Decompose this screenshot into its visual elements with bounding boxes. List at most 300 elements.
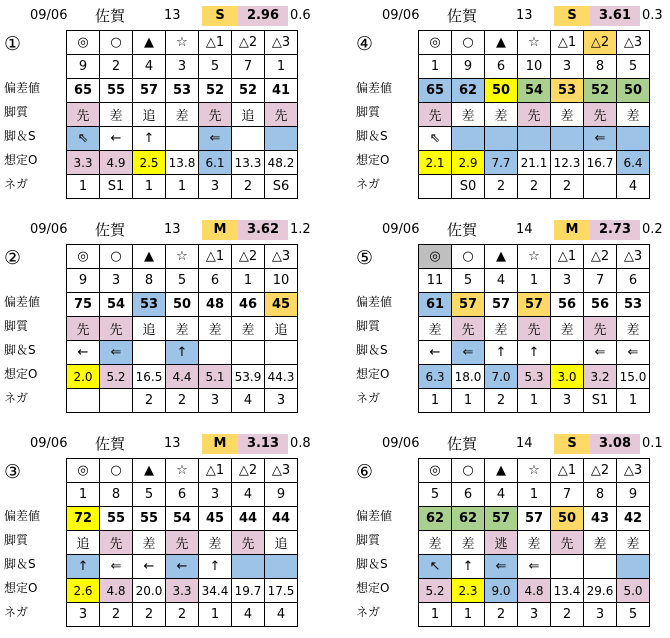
table-cell: ← xyxy=(133,555,166,579)
table-cell: 5 xyxy=(617,603,650,627)
table-cell: 2 xyxy=(166,603,199,627)
table-cell: 差 xyxy=(551,103,584,127)
table-cell: 3.3 xyxy=(166,579,199,603)
table-cell: ⇐ xyxy=(485,555,518,579)
race-panel xyxy=(356,430,668,636)
entry-count: 14 xyxy=(516,222,533,237)
table-row xyxy=(67,127,298,151)
table-cell xyxy=(199,341,232,365)
table-cell: 追 xyxy=(67,531,100,555)
row-label xyxy=(4,242,64,266)
table-cell: 差 xyxy=(485,103,518,127)
table-cell: 3 xyxy=(518,603,551,627)
odds-value: 3.61 xyxy=(590,6,640,26)
table-cell: 52 xyxy=(232,79,265,103)
table-row xyxy=(419,341,650,365)
table-cell: 差 xyxy=(199,317,232,341)
table-cell: ▲ xyxy=(485,459,518,483)
table-cell: ↖ xyxy=(419,555,452,579)
table-cell: 57 xyxy=(518,293,551,317)
table-cell: △3 xyxy=(617,31,650,55)
table-cell: 先 xyxy=(518,317,551,341)
table-cell: 4 xyxy=(133,55,166,79)
table-cell: 1 xyxy=(518,483,551,507)
row-label xyxy=(4,266,64,290)
table-cell: 53 xyxy=(133,293,166,317)
row-label: 想定O xyxy=(356,581,390,595)
row-label: 脚質 xyxy=(356,105,381,119)
table-cell: 18.0 xyxy=(452,365,485,389)
table-cell: 5.3 xyxy=(518,365,551,389)
table-cell: ○ xyxy=(100,31,133,55)
row-label: 脚質 xyxy=(4,319,29,333)
table-cell: 5.2 xyxy=(419,579,452,603)
table-row xyxy=(419,245,650,269)
table-cell: ▲ xyxy=(485,31,518,55)
table-cell: S1 xyxy=(584,389,617,413)
table-cell: 1 xyxy=(166,175,199,199)
table-cell: 2 xyxy=(485,389,518,413)
table-cell: 57 xyxy=(485,293,518,317)
table-cell: ☆ xyxy=(166,31,199,55)
race-panel xyxy=(356,2,668,208)
table-cell: △1 xyxy=(551,245,584,269)
table-cell: ↑ xyxy=(133,127,166,151)
race-date: 09/06 xyxy=(382,222,420,237)
table-cell: 2 xyxy=(166,389,199,413)
table-cell: △2 xyxy=(584,459,617,483)
table-cell xyxy=(584,175,617,199)
table-cell: 差 xyxy=(551,317,584,341)
table-cell: 3 xyxy=(551,269,584,293)
table-cell: 5 xyxy=(452,269,485,293)
table-cell: 5 xyxy=(617,55,650,79)
table-cell: ☆ xyxy=(518,31,551,55)
table-cell: ◎ xyxy=(419,245,452,269)
row-label: 脚＆S xyxy=(356,129,388,143)
table-cell: 9 xyxy=(67,269,100,293)
table-cell: 62 xyxy=(452,79,485,103)
row-label xyxy=(356,242,416,266)
table-cell: ◎ xyxy=(67,459,100,483)
table-cell: 75 xyxy=(67,293,100,317)
table-cell: 差 xyxy=(452,531,485,555)
table-cell: 57 xyxy=(452,293,485,317)
table-cell: ▲ xyxy=(133,459,166,483)
row-label: 脚＆S xyxy=(4,557,36,571)
table-row xyxy=(419,389,650,413)
table-cell: 52 xyxy=(584,79,617,103)
table-cell: 13.3 xyxy=(232,151,265,175)
table-cell: 差 xyxy=(518,531,551,555)
table-row xyxy=(419,483,650,507)
table-cell: 44 xyxy=(232,507,265,531)
table-cell: 4 xyxy=(485,483,518,507)
table-cell: 先 xyxy=(67,103,100,127)
table-row xyxy=(67,245,298,269)
table-cell: ☆ xyxy=(166,459,199,483)
table-cell xyxy=(617,127,650,151)
table-cell xyxy=(485,127,518,151)
row-label: 偏差値 xyxy=(356,295,393,309)
table-cell: 1 xyxy=(232,269,265,293)
table-cell xyxy=(584,555,617,579)
table-cell: 5.2 xyxy=(100,365,133,389)
table-cell: 2 xyxy=(133,389,166,413)
table-cell: 6 xyxy=(485,55,518,79)
race-date: 09/06 xyxy=(382,436,420,451)
table-cell: 2 xyxy=(518,175,551,199)
table-cell: 7 xyxy=(232,55,265,79)
table-cell: 7 xyxy=(551,483,584,507)
table-cell: ☆ xyxy=(518,245,551,269)
venue-name: 佐賀 xyxy=(447,7,478,25)
table-cell: 54 xyxy=(166,507,199,531)
table-cell: 2.6 xyxy=(67,579,100,603)
table-cell: ⇐ xyxy=(584,127,617,151)
table-row xyxy=(67,459,298,483)
table-cell: 7.0 xyxy=(485,365,518,389)
table-cell: 65 xyxy=(67,79,100,103)
table-cell: 先 xyxy=(584,317,617,341)
table-cell xyxy=(166,127,199,151)
table-cell: 34.4 xyxy=(199,579,232,603)
table-cell: 差 xyxy=(584,531,617,555)
row-label: ネガ xyxy=(4,391,29,405)
table-cell: 8 xyxy=(133,269,166,293)
table-cell: 44 xyxy=(265,507,298,531)
table-row xyxy=(67,531,298,555)
table-cell: 9 xyxy=(265,483,298,507)
table-cell: 差 xyxy=(100,103,133,127)
entry-count: 14 xyxy=(516,436,533,451)
table-cell: ⇐ xyxy=(100,341,133,365)
table-cell: ↑ xyxy=(518,341,551,365)
table-cell xyxy=(617,555,650,579)
table-cell: 53 xyxy=(617,293,650,317)
table-cell: 4.9 xyxy=(100,151,133,175)
table-cell: ◎ xyxy=(419,31,452,55)
table-cell: S0 xyxy=(452,175,485,199)
table-cell: 先 xyxy=(232,531,265,555)
race-number: ⑤ xyxy=(356,247,374,269)
row-label xyxy=(356,456,416,480)
table-cell: 3 xyxy=(199,175,232,199)
table-cell: ◎ xyxy=(67,245,100,269)
row-label: 想定O xyxy=(356,153,390,167)
race-date: 09/06 xyxy=(30,436,68,451)
table-row xyxy=(67,293,298,317)
table-cell xyxy=(232,555,265,579)
table-cell: 3 xyxy=(100,269,133,293)
table-cell: 4 xyxy=(265,603,298,627)
table-cell: △3 xyxy=(265,31,298,55)
table-cell: 4.8 xyxy=(100,579,133,603)
table-cell: 9 xyxy=(617,483,650,507)
odds-value: 2.73 xyxy=(590,220,640,240)
table-cell: △1 xyxy=(551,31,584,55)
row-label: 脚＆S xyxy=(356,557,388,571)
index-value: 0.3 xyxy=(642,8,663,23)
table-cell: 10 xyxy=(265,269,298,293)
row-label: 想定O xyxy=(4,367,38,381)
table-cell: 13.4 xyxy=(551,579,584,603)
grade-badge: M xyxy=(554,220,590,240)
table-cell: 逃 xyxy=(485,531,518,555)
table-cell: 3.2 xyxy=(584,365,617,389)
table-cell: 追 xyxy=(265,317,298,341)
table-cell: ⇐ xyxy=(617,341,650,365)
row-label: 想定O xyxy=(356,367,390,381)
table-cell: 4 xyxy=(485,269,518,293)
entry-count: 13 xyxy=(164,8,181,23)
row-label: ネガ xyxy=(356,391,381,405)
table-cell: S6 xyxy=(265,175,298,199)
table-cell: ○ xyxy=(452,31,485,55)
table-cell: 42 xyxy=(617,507,650,531)
table-cell xyxy=(452,127,485,151)
table-cell: 2 xyxy=(551,603,584,627)
table-cell: △3 xyxy=(617,245,650,269)
table-cell: 57 xyxy=(133,79,166,103)
row-label: 偏差値 xyxy=(4,295,41,309)
table-row xyxy=(419,31,650,55)
race-header xyxy=(356,216,668,242)
row-label xyxy=(356,28,416,52)
table-row xyxy=(419,175,650,199)
table-cell: ↑ xyxy=(67,555,100,579)
table-row xyxy=(67,507,298,531)
prediction-grid xyxy=(66,458,298,627)
table-cell: 50 xyxy=(485,79,518,103)
table-cell: 56 xyxy=(584,293,617,317)
table-cell: 7 xyxy=(584,269,617,293)
venue-name: 佐賀 xyxy=(95,221,126,239)
race-header xyxy=(4,2,316,28)
table-cell: 1 xyxy=(199,603,232,627)
table-cell: 差 xyxy=(166,317,199,341)
table-row xyxy=(67,175,298,199)
table-cell: 53 xyxy=(551,79,584,103)
table-cell: ▲ xyxy=(133,31,166,55)
table-row xyxy=(67,55,298,79)
table-row xyxy=(67,103,298,127)
row-labels xyxy=(356,28,416,196)
table-cell: 1 xyxy=(67,483,100,507)
table-cell: △1 xyxy=(199,245,232,269)
row-labels xyxy=(356,242,416,410)
table-cell: ⇐ xyxy=(100,555,133,579)
table-cell: 12.3 xyxy=(551,151,584,175)
table-cell: 追 xyxy=(133,103,166,127)
index-value: 0.2 xyxy=(642,222,663,237)
prediction-grid xyxy=(66,30,298,199)
table-cell: 5 xyxy=(199,55,232,79)
table-cell: ○ xyxy=(100,459,133,483)
race-number: ① xyxy=(4,33,22,55)
row-label xyxy=(4,52,64,76)
table-cell: 先 xyxy=(100,531,133,555)
row-label: 脚＆S xyxy=(4,343,36,357)
table-cell: 1 xyxy=(452,389,485,413)
table-cell: 50 xyxy=(166,293,199,317)
table-cell: ○ xyxy=(100,245,133,269)
table-cell: 1 xyxy=(452,603,485,627)
table-cell: 9 xyxy=(452,55,485,79)
race-panel xyxy=(4,430,316,636)
table-row xyxy=(67,31,298,55)
race-number: ② xyxy=(4,247,22,269)
race-panel xyxy=(4,216,316,422)
table-cell: ☆ xyxy=(166,245,199,269)
table-cell: ← xyxy=(419,341,452,365)
table-cell: 17.5 xyxy=(265,579,298,603)
table-cell: 先 xyxy=(584,103,617,127)
table-cell: 2 xyxy=(485,175,518,199)
row-label: ネガ xyxy=(356,605,381,619)
table-cell: 55 xyxy=(100,507,133,531)
table-row xyxy=(67,365,298,389)
table-cell: 1 xyxy=(133,175,166,199)
table-cell: 10 xyxy=(518,55,551,79)
odds-value: 2.96 xyxy=(238,6,288,26)
table-cell: 6.4 xyxy=(617,151,650,175)
table-cell: 4.8 xyxy=(518,579,551,603)
table-cell xyxy=(551,341,584,365)
row-label: 偏差値 xyxy=(4,509,41,523)
table-cell: 1 xyxy=(518,269,551,293)
table-cell: 9 xyxy=(67,55,100,79)
table-row xyxy=(419,127,650,151)
table-cell: 5 xyxy=(419,483,452,507)
venue-name: 佐賀 xyxy=(447,435,478,453)
table-cell: 1 xyxy=(419,603,452,627)
table-cell: 1 xyxy=(617,389,650,413)
table-cell: ▲ xyxy=(485,245,518,269)
table-row xyxy=(67,579,298,603)
table-row xyxy=(419,269,650,293)
table-row xyxy=(67,389,298,413)
table-cell: 先 xyxy=(166,531,199,555)
table-cell: 差 xyxy=(166,103,199,127)
table-cell: ⇐ xyxy=(518,555,551,579)
table-cell: 6 xyxy=(617,269,650,293)
table-cell: 追 xyxy=(265,531,298,555)
table-cell: 62 xyxy=(452,507,485,531)
row-labels xyxy=(4,28,64,196)
table-cell: 差 xyxy=(617,317,650,341)
table-cell: ↑ xyxy=(452,555,485,579)
prediction-grid xyxy=(418,458,650,627)
table-cell: 3 xyxy=(67,603,100,627)
table-cell: 3 xyxy=(166,55,199,79)
table-row xyxy=(419,459,650,483)
table-cell: 9.0 xyxy=(485,579,518,603)
table-cell: 2 xyxy=(100,603,133,627)
table-cell: ◎ xyxy=(67,31,100,55)
table-cell: 6.1 xyxy=(199,151,232,175)
table-row xyxy=(419,293,650,317)
table-cell: 3 xyxy=(551,55,584,79)
prediction-grid xyxy=(418,244,650,413)
table-cell: 6 xyxy=(452,483,485,507)
table-cell: 先 xyxy=(551,531,584,555)
table-cell: 2 xyxy=(133,603,166,627)
row-labels xyxy=(4,456,64,624)
table-row xyxy=(67,341,298,365)
table-cell: ← xyxy=(67,341,100,365)
race-number: ③ xyxy=(4,461,22,483)
table-cell: 2 xyxy=(551,175,584,199)
table-cell: ↑ xyxy=(166,341,199,365)
table-cell: 4.4 xyxy=(166,365,199,389)
table-cell: △2 xyxy=(232,245,265,269)
race-number: ⑥ xyxy=(356,461,374,483)
race-header xyxy=(4,430,316,456)
odds-value: 3.13 xyxy=(238,434,288,454)
table-cell: △1 xyxy=(199,31,232,55)
table-cell: 53 xyxy=(166,79,199,103)
table-row xyxy=(419,79,650,103)
table-row xyxy=(67,269,298,293)
table-row xyxy=(419,603,650,627)
grade-badge: S xyxy=(554,6,590,26)
index-value: 0.6 xyxy=(290,8,311,23)
race-header xyxy=(356,430,668,456)
table-cell: 13.8 xyxy=(166,151,199,175)
table-cell: 6 xyxy=(166,483,199,507)
row-label: 脚質 xyxy=(4,105,29,119)
grade-badge: S xyxy=(202,6,238,26)
row-labels xyxy=(4,242,64,410)
table-row xyxy=(67,151,298,175)
table-cell: 差 xyxy=(485,317,518,341)
race-header xyxy=(356,2,668,28)
table-cell: 1 xyxy=(419,389,452,413)
table-cell: 差 xyxy=(232,317,265,341)
row-label: ネガ xyxy=(356,177,381,191)
table-cell: △2 xyxy=(584,31,617,55)
entry-count: 13 xyxy=(516,8,533,23)
row-label: ネガ xyxy=(4,605,29,619)
table-cell: 3 xyxy=(551,389,584,413)
race-date: 09/06 xyxy=(30,222,68,237)
table-cell: 6 xyxy=(199,269,232,293)
table-cell xyxy=(265,341,298,365)
table-cell: 65 xyxy=(419,79,452,103)
row-label xyxy=(356,266,416,290)
table-cell: 4 xyxy=(232,483,265,507)
table-cell: 差 xyxy=(419,531,452,555)
race-number: ④ xyxy=(356,33,374,55)
table-cell: 48.2 xyxy=(265,151,298,175)
table-cell: 3 xyxy=(265,389,298,413)
table-cell: 16.5 xyxy=(133,365,166,389)
table-cell: ↑ xyxy=(485,341,518,365)
table-cell: 54 xyxy=(100,293,133,317)
table-row xyxy=(67,603,298,627)
table-row xyxy=(419,55,650,79)
table-cell: 先 xyxy=(100,317,133,341)
table-cell: 45 xyxy=(199,507,232,531)
table-cell: 差 xyxy=(419,317,452,341)
table-cell: 追 xyxy=(133,317,166,341)
table-cell: 先 xyxy=(199,103,232,127)
race-date: 09/06 xyxy=(30,8,68,23)
table-cell: △3 xyxy=(265,459,298,483)
table-cell: 4 xyxy=(617,175,650,199)
table-cell: △2 xyxy=(584,245,617,269)
